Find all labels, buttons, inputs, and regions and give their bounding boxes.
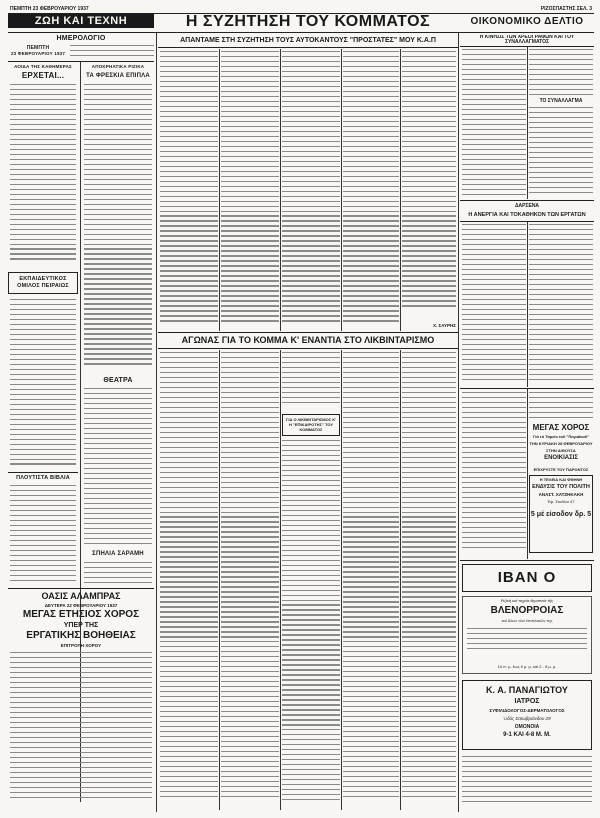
col1-body: [10, 84, 76, 271]
almanac-day: ΠΕΜΠΤΗ: [26, 45, 50, 51]
finance-head-2: Η ΑΝΕΡΓΙΑ ΚΑΙ ΤΟΚΑΘΗΚΟΝ ΤΩΝ ΕΡΓΑΤΩΝ: [468, 212, 586, 218]
finance-col-2b: [529, 107, 593, 199]
headline-2: ΑΓΩΝΑΣ ΓΙΑ ΤΟ ΚΟΜΜΑ Κ' ΕΝΑΝΤΙΑ ΣΤΟ ΛΙΚΒΙΝΤΑΡΙΣΜΟ: [181, 335, 435, 345]
article2-col-1: [160, 352, 218, 807]
dance-title-right: ΜΕΓΑΣ ΧΟΡΟΣ: [532, 423, 590, 432]
doctor-name: Κ. Α. ΠΑΝΑΓΙΩΤΟΥ: [486, 685, 568, 695]
clinic-title: ΒΛΕΝΟΡΡΟΙΑΣ: [490, 605, 564, 616]
clinic-sub: καὶ ὅλων τῶν ἐπιπλοκῶν της: [501, 618, 553, 623]
event-cause: ΕΡΓΑΤΙΚΗΣ ΒΟΗΘΕΙΑΣ: [26, 630, 136, 641]
right-banner: ΟΙΚΟΝΟΜΙΚΟ ΔΕΛΤΙΟ: [470, 16, 584, 27]
clinic-top: Ριζικὴ καὶ ταχεία θεραπεία τῆς: [500, 598, 554, 603]
article-col-4: [343, 51, 399, 326]
shop-owner: ΑΝΑΣΤ. ΧΑΤΖΗΚΑΚΗ: [538, 492, 584, 497]
article2-col-3b: [282, 440, 340, 807]
col1-head: ΑΟΙΔΑ ΤΗΣ ΚΑΘΗΜΕΡΑΣ: [14, 64, 72, 69]
section-title: ΖΩΗ ΚΑΙ ΤΕΧΝΗ: [8, 14, 154, 28]
event-name: ΜΕΓΑΣ ΕΤΗΣΙΟΣ ΧΟΡΟΣ: [22, 609, 140, 620]
page-date: ΠΕΜΠΤΗ 23 ΦΕΒΡΟΥΑΡΙΟΥ 1937: [10, 6, 89, 12]
daily-label: ΔΑΡΣΕΝΑ: [514, 203, 540, 209]
page-number: ΡΙΖΟΣΠΑΣΤΗΣ ΣΕΛ. 3: [540, 6, 592, 12]
unemployment-col-1: [462, 224, 526, 384]
center-banner: Η ΣΥΖΗΤΗΣΗ ΤΟΥ ΚΟΜΜΑΤΟΣ: [185, 13, 431, 30]
shop-name: ΕΝΔΥΣΙΣ ΤΟΥ ΠΟΛΙΤΗ: [532, 484, 590, 490]
doctor-area: ΟΜΟΝΟΙΑ: [514, 724, 540, 730]
right-notices: [462, 392, 526, 552]
headline: ΑΠΑΝΤΑΜΕ ΣΤΗ ΣΥΖΗΤΗΣΗ ΤΟΥΣ ΑΥΤΟΚΑΝΤΟΥΣ "ΠΡΟΣΤΑΤΕΣ" ΜΟΥ Κ.Α.Π: [180, 37, 436, 44]
doctor-specialty: ΣΥΦΙΛΙΔΟΛΟΓΟΣ-ΔΕΡΜΑΤΟΛΟΓΟΣ: [489, 708, 565, 713]
dance-note: Γιά τό Ταμείο τοῦ "Πειραϊκοῦ": [532, 434, 590, 439]
col1-title: ΕΡΧΕΤΑΙ...: [21, 71, 65, 80]
article-col-1: [160, 51, 218, 326]
top-rule: [8, 32, 594, 33]
theatre-listings: [84, 388, 152, 548]
dance-body-left: [84, 562, 152, 586]
clinic-hours: 10 π. μ. ἔως 9 μ. μ. καὶ 2 - 8 μ. μ.: [497, 664, 557, 669]
clinic-ad: [462, 596, 592, 674]
finance-col-2a: [529, 49, 593, 97]
raffle-title: ΕΠΙΧΡΥΣΤΕ ΤΟΥ ΠΑΡΟΝΤΟΣ: [533, 467, 589, 472]
article2-col-4: [343, 352, 399, 807]
books-title: ΠΛΟΥΤΙΣΤΑ ΒΙΒΛΙΑ: [16, 475, 70, 481]
shop-ad: [529, 475, 593, 553]
club-box: ΕΚΠΑΙΔΕΥΤΙΚΟΣ ΟΜΙΛΟΣ ΠΕΙΡΑΙΩΣ: [8, 272, 78, 294]
dance-day: ΤΗΝ ΚΥΡΙΑΚΗ 28 ΦΕΒΡΟΥΑΡΙΟΥ: [529, 441, 593, 446]
right-bottom-text: [462, 756, 592, 806]
dance-sub: ΕΝΟΙΚΙΑΣΙΣ: [544, 455, 578, 461]
shop-address: Ἐφ. Σταδίου 47: [547, 499, 575, 504]
col2-head: ΑΠΟΚΡΗΑΤΙΚΑ ΡΙΖΙΚΑ: [91, 64, 145, 69]
clinic-body: [467, 628, 587, 656]
event-org: ΕΠΙΤΡΟΠΗ ΧΟΡΟΥ: [60, 643, 102, 648]
club-body: [10, 299, 76, 469]
theatre-title: ΘΕΑΤΡΑ: [103, 377, 133, 384]
article-col-3: [282, 51, 340, 326]
almanac-text: [70, 45, 154, 59]
almanac-title: ΗΜΕΡΟΛΟΓΙΟ: [56, 35, 106, 42]
sub-headline-2: ΓΙΑ Ο ΛΙΚΒΙΝΤΑΡΙΣΜΟΣ Κ' Η "ΕΠΙΚΑΙΡΟΤΗΣ" ΤΟΥ ΚΟΜΜΑΤΟΣ: [282, 414, 340, 436]
article2-col-5: [402, 352, 456, 807]
doctor-ad: [462, 680, 592, 750]
almanac-date: 23 ΦΕΒΡΟΥΑΡΙΟΥ 1937: [10, 51, 66, 56]
event-venue: ΟΑΣΙΣ ΑΛΑΜΠΡΑΣ: [41, 591, 121, 601]
shop-offer: 5 μέ είσοδον δρ. 5: [530, 511, 592, 518]
books-list: [10, 485, 76, 585]
doctor-address: Ὁδὸς Σατωβριάνδου 29: [503, 716, 551, 721]
right-notices-2: [529, 392, 593, 420]
doctor-hours: 9-1 ΚΑΙ 4-8 Μ. Μ.: [503, 732, 551, 738]
finance-head-1: Η ΚΙΝΗΣΙΣ ΤΩΝ ΧΡΕΟΓΡΑΦΩΝ ΚΑΙ ΤΟΥ ΣΥΝΑΛΛΑΓΜΑΤΟΣ: [479, 35, 575, 45]
fx-title: ΤΟ ΣΥΝΑΛΛΑΓΜΑ: [539, 98, 583, 104]
article2-col-2: [221, 352, 279, 807]
doctor-role: ΙΑΤΡΟΣ: [514, 698, 540, 705]
col2-body: [84, 84, 152, 374]
article-col-5: [402, 51, 456, 311]
event-purpose: ΥΠΕΡ ΤΗΣ: [63, 622, 99, 629]
col2-title: ΤΑ ΦΡΕΣΚΙΑ ΕΠΙΠΛΑ: [86, 73, 150, 79]
unemployment-col-2: [529, 224, 593, 384]
film-ad: [462, 564, 592, 592]
article2-col-3a: [282, 352, 340, 410]
event-details: [10, 652, 152, 802]
finance-col-1: [462, 49, 526, 199]
shop-title: Η ΤΕΛΕΙΑ ΚΑΙ ΦΘΗΝΗ: [539, 477, 583, 482]
event-date: ΔΕΥΤΕΡΑ 22 ΦΕΒΡΟΥΑΡΙΟΥ 1937: [44, 603, 118, 608]
article-col-2: [221, 51, 279, 326]
newspaper-page: [8, 4, 594, 812]
article-signature: Χ. ΣΑΥΡΗΣ: [433, 323, 456, 328]
dance-venue: ΣΤΗΝ ΑΙΘΟΥΣΑ: [546, 448, 576, 453]
film-title: ΙΒΑΝ Ο: [497, 569, 557, 586]
dance-title-left: ΣΠΗΛΙΑ ΣΑΡΑΜΗ: [92, 551, 144, 557]
